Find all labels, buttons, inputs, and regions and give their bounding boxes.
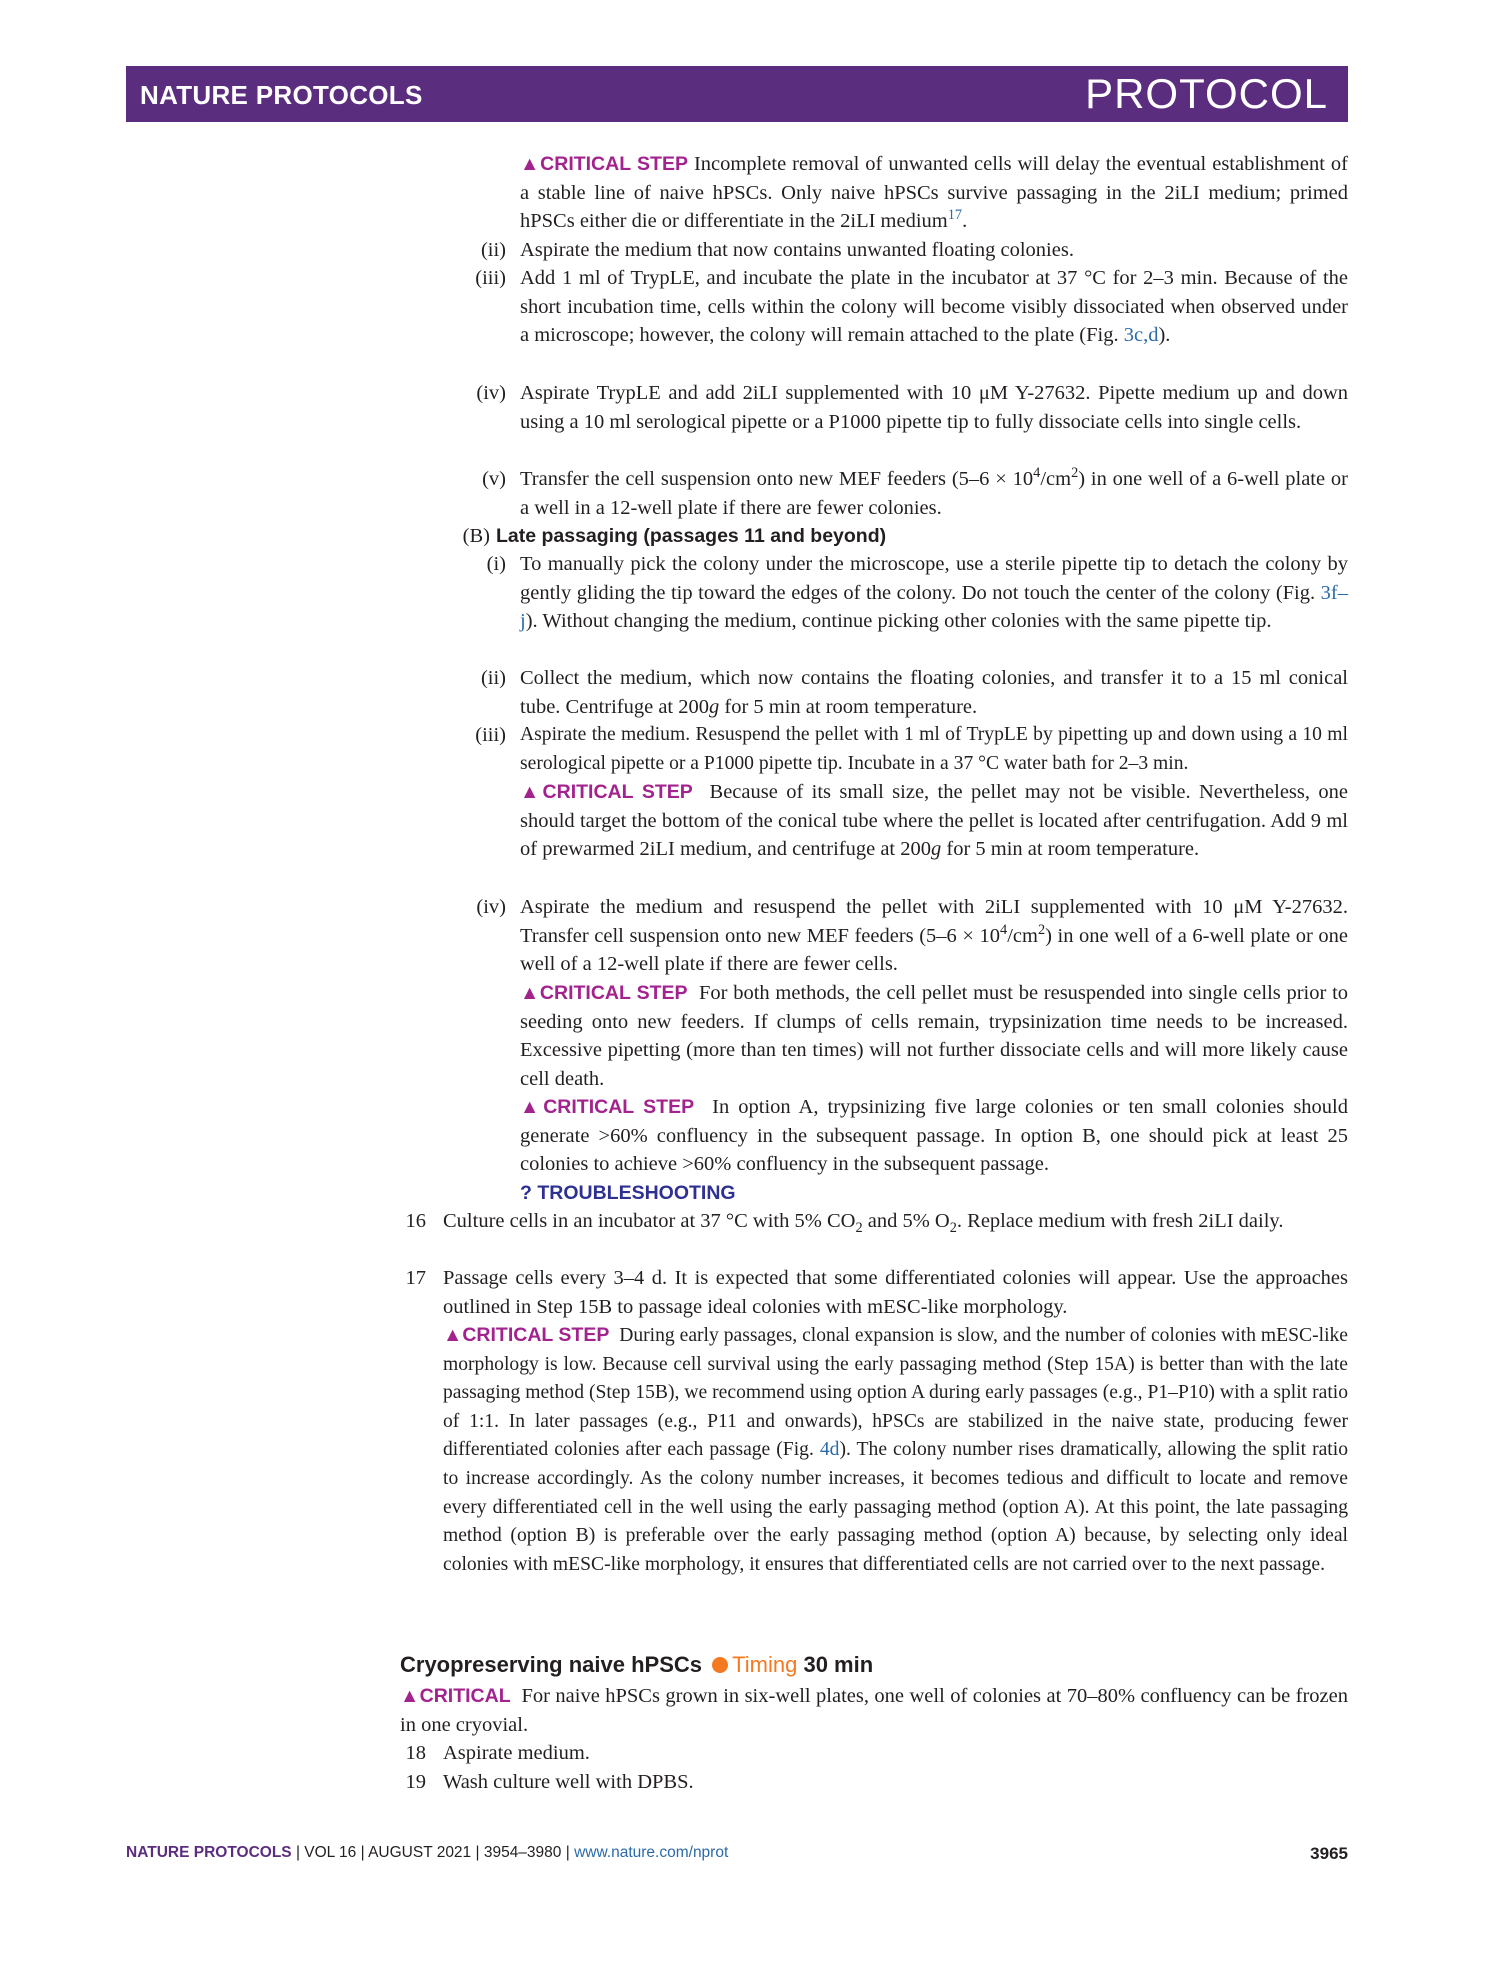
critical-step-b-iii: ▲CRITICAL STEP Because of its small size, the pellet may not be visible. Nevertheless, one should target the bottom of the conical tube where the pellet is located after centrifugation. Add 9 ml of prewarmed 2iLI medium, and centrifuge at 200g for 5 min at room temperature.	[520, 781, 1348, 861]
step-number: (v)	[482, 468, 506, 490]
figure-link[interactable]: 3f–j	[520, 581, 1348, 633]
critical-step-a-i: ▲CRITICAL STEP Incomplete removal of unwanted cells will delay the eventual establishment of a stable line of naive hPSCs. Only naive hPSCs survive passaging in the 2iLI medium; primed hPSCs either die or differentiate in the 2iLI medium$^{17}$.	[520, 153, 1348, 233]
section-heading: Cryopreserving naive hPSCs Timing 30 min	[400, 1652, 874, 1677]
critical-step-b-iv-1: ▲CRITICAL STEP For both methods, the cell pellet must be resuspended into single cells prior to seeding onto new feeders. If clumps of cells remain, trypsinization time needs to be increased. Excessive pipetting (more than ten times) will not further dissociate cells and will more likely cause cell death.	[520, 982, 1349, 1090]
step-a-iii: Add 1 ml of TrypLE, and incubate the plate in the incubator at 37 °C for 2–3 min. Because of the short incubation time, cells within the colony will become visibly dissociated when observed under a microscope; however, the colony will remain attached to the plate (Fig. 3c,d).	[520, 267, 1348, 347]
critical-step-label: ▲CRITICAL STEP	[520, 153, 688, 175]
step-18: Aspirate medium.	[443, 1742, 590, 1764]
step-b-iii: Aspirate the medium. Resuspend the pellet with 1 ml of TrypLE by pipetting up and down using a 10 ml serological pipette or a P1000 pipette tip. Incubate in a 37 °C water bath for 2–3 min.	[520, 724, 1348, 774]
critical-step-b-iv-2: ▲CRITICAL STEP In option A, trypsinizing five large colonies or ten small colonies should generate >60% confluency in the subsequent passage. In option B, one should pick at least 25 colonies to achieve >60% confluency in the subsequent passage.	[520, 1096, 1348, 1176]
step-b-iv: Aspirate the medium and resuspend the pellet with 2iLI supplemented with 10 μM Y-27632. Transfer cell suspension onto new MEF feeders $(5-6 \times 10^4/cm^2)$ in one well of a 6-well plate or one well of a 12-well plate if there are fewer cells.	[520, 896, 1349, 976]
step-number: 17	[405, 1267, 426, 1289]
step-b-ii: Collect the medium, which now contains the floating colonies, and transfer it to a 15 ml conical tube. Centrifuge at 200g for 5 min at room temperature.	[520, 667, 1348, 718]
step-17: Passage cells every 3–4 d. It is expected that some differentiated colonies will appear. Use the approaches outlined in Step 15B to passage ideal colonies with mESC-like morphology.	[443, 1267, 1348, 1318]
critical-step-17: ▲CRITICAL STEP During early passages, clonal expansion is slow, and the number of colonies with mESC-like morphology is low. Because cell survival using the early passaging method (Step 15A) is better than with the late passaging method (Step 15B), we recommend using option A during early passages (e.g., P1–P10) with a split ratio of 1:1. In later passages (e.g., P11 and onwards), hPSCs are stabilized in the naive state, producing fewer differentiated colonies after each passage (Fig. 4d). The colony number rises dramatically, allowing the split ratio to increase accordingly. As the colony number increases, it becomes tedious and difficult to locate and remove every differentiated cell in the well using the early passaging method (option A). At this point, the late passaging method (option B) is preferable over the early passaging method (option A) because, by selecting only ideal colonies with mESC-like morphology, it ensures that differentiated cells are not carried over to the next passage.	[443, 1324, 1349, 1575]
reference-link[interactable]: 17	[947, 207, 963, 224]
journal-url-link[interactable]: www.nature.com/nprot	[574, 1844, 729, 1861]
step-number: (iv)	[476, 382, 506, 404]
step-number: (iv)	[476, 896, 506, 918]
step-number: 18	[405, 1742, 426, 1764]
page-footer: NATURE PROTOCOLS | VOL 16 | AUGUST 2021 | 3954–3980 | www.nature.com/nprot 3965	[126, 1844, 1348, 1863]
step-number: (i)	[486, 553, 506, 575]
step-b-title: Late passaging (passages 11 and beyond)	[496, 525, 887, 547]
step-16: Culture cells in an incubator at 37 °C with 5% $CO_2$ and 5% $O_2$. Replace medium with fresh 2iLI daily.	[443, 1210, 1284, 1237]
step-number: (ii)	[480, 239, 506, 261]
section-critical: ▲CRITICAL For naive hPSCs grown in six-well plates, one well of colonies at 70–80% confluency can be frozen in one cryovial.	[400, 1685, 1348, 1736]
step-a-ii: Aspirate the medium that now contains unwanted floating colonies.	[520, 239, 1074, 261]
step-number: (iii)	[475, 724, 506, 746]
article-type: PROTOCOL	[1085, 70, 1328, 117]
timing-dot-icon	[712, 1657, 728, 1673]
step-19: Wash culture well with DPBS.	[443, 1771, 694, 1793]
step-number: (B)	[462, 525, 490, 547]
figure-link[interactable]: 3c,d	[1123, 324, 1159, 347]
figure-link[interactable]: 4d	[819, 1439, 840, 1461]
journal-name: NATURE PROTOCOLS	[140, 80, 423, 110]
step-number: 16	[405, 1210, 426, 1232]
step-number: 19	[405, 1771, 426, 1793]
step-a-iv: Aspirate TrypLE and add 2iLI supplemented with 10 μM Y-27632. Pipette medium up and down using a 10 ml serological pipette or a P1000 pipette tip to fully dissociate cells into single cells.	[520, 382, 1348, 433]
page-header	[126, 66, 1348, 122]
step-number: (ii)	[480, 667, 506, 689]
step-b-i: To manually pick the colony under the microscope, use a sterile pipette tip to detach the colony by gently gliding the tip toward the edges of the colony. Do not touch the center of the colony (Fig. 3f–j). Without changing the medium, continue picking other colonies with the same pipette tip.	[520, 553, 1348, 633]
troubleshooting-link[interactable]: ? TROUBLESHOOTING	[520, 1182, 736, 1204]
step-number: (iii)	[475, 267, 506, 289]
page-number: 3965	[1310, 1844, 1348, 1863]
critical-step-text: Incomplete removal of unwanted cells will delay the eventual establishment of a stable line of naive hPSCs. Only naive hPSCs survive passaging in the 2iLI medium; primed hPSCs either die or differentiate in the 2iLI medium	[520, 153, 1348, 233]
step-a-v: Transfer the cell suspension onto new MEF feeders $(5-6 \times 10^4/cm^2)$ in one well of a 6-well plate or a well in a 12-well plate if there are fewer colonies.	[520, 465, 1348, 519]
